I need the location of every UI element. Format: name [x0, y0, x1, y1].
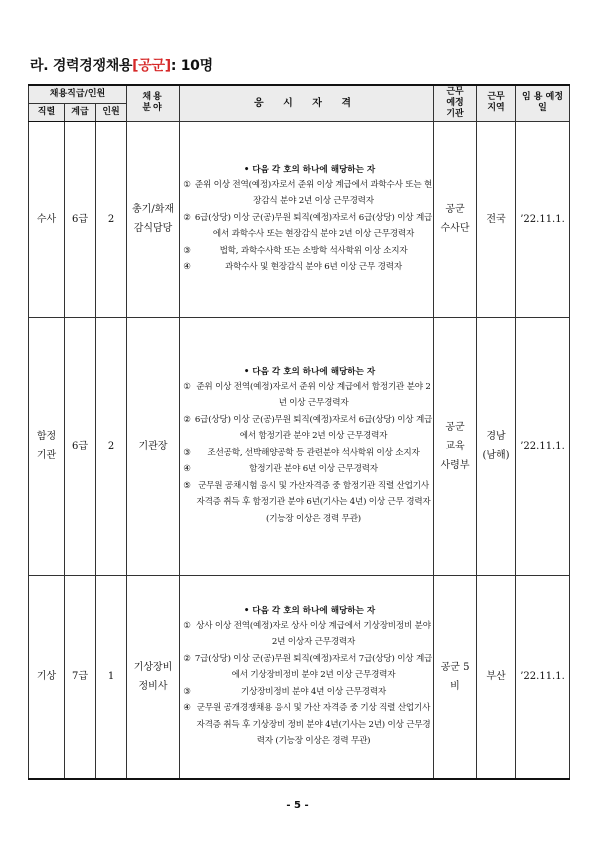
date-cell: ’22.11.1.	[516, 317, 570, 575]
region-cell: 부산	[477, 575, 516, 779]
count-cell: 2	[96, 121, 127, 317]
table-row	[29, 575, 570, 779]
qualification-item: ④ 과학수사 및 현장감식 분야 6년 이상 근무 경력자	[183, 262, 402, 272]
qualification-cell	[180, 575, 434, 779]
date-cell: ’22.11.1.	[516, 121, 570, 317]
qualification-intro: • 다음 각 호의 하나에 해당하는 자	[243, 164, 376, 175]
header-agency: 근무 예정 기관	[434, 85, 477, 121]
recruitment-table	[28, 84, 570, 780]
grade-cell: 7급	[65, 575, 96, 779]
agency-cell: 공군 교육 사령부	[434, 317, 477, 575]
qualification-intro: • 다음 각 호의 하나에 해당하는 자	[243, 366, 376, 377]
section-title-category: [공군]	[132, 58, 171, 74]
qualification-item: ③ 기상장비정비 분야 4년 이상 근무경력자	[183, 686, 387, 697]
qualification-cell	[180, 121, 434, 317]
header-grade: 계급	[65, 103, 96, 121]
qualification-cell	[180, 317, 434, 575]
qualification-item: ② 6급(상당) 이상 군(공)무원 퇴직(예정)자로서 6급(상당) 이상 계급에서 함정기관 분야 2년 이상 근무경력자	[183, 414, 433, 442]
qualification-item: ② 7급(상당) 이상 군(공)무원 퇴직(예정)자로서 7급(상당) 이상 계급에서 기상장비정비 분야 2년 이상 근무경력자	[183, 653, 433, 681]
header-qualifications: 응 시 자 격	[180, 85, 434, 121]
count-cell: 2	[96, 317, 127, 575]
series-cell: 기상	[29, 575, 65, 779]
qualification-item: ④ 군무원 공개경쟁채용 응시 및 가산 자격증 중 기상 직렬 산업기사 자격증 취득 후 기상장비 정비 분야 4년(기사는 2년) 이상 근무경력자 (기능장 이상은 경력 무관)	[183, 703, 431, 747]
header-rank-group: 채용직급/인원	[29, 85, 127, 103]
header-series: 직렬	[29, 103, 65, 121]
date-cell: ’22.11.1.	[516, 575, 570, 779]
region-cell: 전국	[477, 121, 516, 317]
qualification-item: ⑤ 군무원 공채시험 응시 및 가산자격증 중 함정기관 직렬 산업기사 자격증 취득 후 함정기관 분야 6년(기사는 4년) 이상 근무 경력자(기능장 이상은 경력 무관)	[183, 480, 431, 524]
series-cell: 함정 기관	[29, 317, 65, 575]
header-count: 인원	[96, 103, 127, 121]
count-cell: 1	[96, 575, 127, 779]
grade-cell: 6급	[65, 121, 96, 317]
field-cell: 총기/화재 감식담당	[127, 121, 180, 317]
qualification-item: ④ 함정기관 분야 6년 이상 근무경력자	[183, 464, 378, 475]
series-cell: 수사	[29, 121, 65, 317]
section-title-suffix: : 10명	[170, 58, 213, 74]
table-row	[29, 121, 570, 317]
qualification-item: ① 준위 이상 전역(예정)자로서 준위 이상 계급에서 과학수사 또는 현장감식 분야 2년 이상 근무경력자	[183, 179, 433, 206]
table-row	[29, 317, 570, 575]
header-appointment: 임 용 예정일	[516, 85, 570, 121]
region-cell: 경남 (남해)	[477, 317, 516, 575]
page-number: - 5 -	[286, 800, 309, 811]
qualification-item: ① 준위 이상 전역(예정)자로서 준위 이상 계급에서 함정기관 분야 2년 이상 근무경력자	[183, 381, 431, 409]
agency-cell: 공군 수사단	[434, 121, 477, 317]
section-title-prefix: 라. 경력경쟁채용	[30, 58, 133, 74]
qualification-item: ③ 법학, 과학수사학 또는 소방학 석사학위 이상 소지자	[183, 245, 408, 256]
section-title	[30, 55, 213, 75]
qualification-item: ③ 조선공학, 선박해양공학 등 관련분야 석사학위 이상 소지자	[183, 447, 420, 458]
grade-cell: 6급	[65, 317, 96, 575]
field-cell: 기상장비 정비사	[127, 575, 180, 779]
qualification-item: ① 상사 이상 전역(예정)자로 상사 이상 계급에서 기상장비정비 분야 2년 이상자 근무경력자	[183, 620, 431, 648]
header-field: 채용 분야	[127, 85, 180, 121]
header-region: 근무 지역	[477, 85, 516, 121]
agency-cell: 공군 5비	[434, 575, 477, 779]
field-cell: 기관장	[127, 317, 180, 575]
qualification-item: ② 6급(상당) 이상 군(공)무원 퇴직(예정)자로서 6급(상당) 이상 계급에서 과학수사 또는 현장감식 분야 2년 이상 근무경력자	[183, 212, 433, 239]
qualification-intro: • 다음 각 호의 하나에 해당하는 자	[243, 605, 376, 616]
